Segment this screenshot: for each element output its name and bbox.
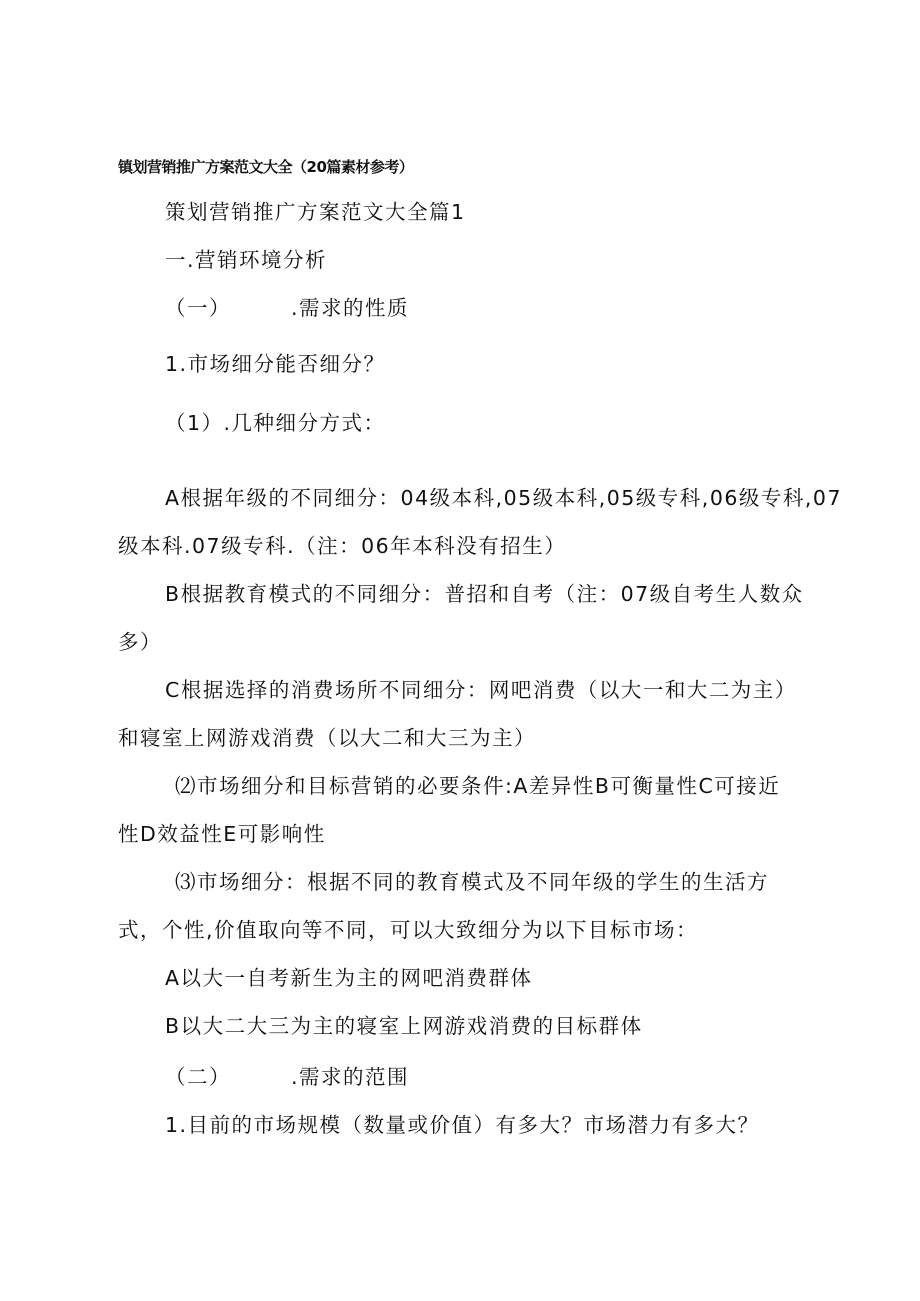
document-title: 镇划营销推广方案范文大全（20篇素材参考） xyxy=(118,158,414,176)
paragraph-a-line-2: 级本科.07级专科.（注：06年本科没有招生） xyxy=(118,534,567,558)
subsection-heading-2 xyxy=(165,1063,409,1091)
section-heading: 一.营销环境分析 xyxy=(165,248,328,272)
paragraph-c-line-1: C根据选择的消费场所不同细分：网吧消费（以大一和大二为主） xyxy=(165,678,797,702)
numbered-item-2: 1.目前的市场规模（数量或价值）有多大？市场潜力有多大？ xyxy=(165,1113,760,1137)
article-heading: 策划营销推广方案范文大全篇1 xyxy=(165,200,466,224)
paragraph-2-line-1: ⑵市场细分和目标营销的必要条件:A差异性B可衡量性C可接近 xyxy=(175,774,781,798)
paragraph-a-line-1: A根据年级的不同细分：04级本科,05级本科,05级专科,06级专科,07 xyxy=(165,486,843,510)
paragraph-3-line-1: ⑶市场细分：根据不同的教育模式及不同年级的学生的生活方 xyxy=(175,870,769,894)
paragraph-3-line-2: 式，个性,价值取向等不同，可以大致细分为以下目标市场： xyxy=(118,918,699,942)
subsection-text: .需求的范围 xyxy=(291,1065,410,1089)
paragraph-b-line-1: B根据教育模式的不同细分：普招和自考（注：07级自考生人数众 xyxy=(165,582,804,606)
subsection-number: （一） xyxy=(165,296,231,320)
paragraph-b-line-2: 多） xyxy=(118,630,162,654)
paragraph-2-line-2: 性D效益性E可影响性 xyxy=(118,822,326,846)
subsection-number: （二） xyxy=(165,1065,231,1089)
target-market-a: A以大一自考新生为主的网吧消费群体 xyxy=(165,966,533,990)
subsection-text: .需求的性质 xyxy=(291,296,410,320)
paragraph-c-line-2: 和寝室上网游戏消费（以大二和大三为主） xyxy=(118,726,536,750)
target-market-b: B以大二大三为主的寝室上网游戏消费的目标群体 xyxy=(165,1014,643,1038)
numbered-subitem: （1）.几种细分方式： xyxy=(165,411,386,435)
numbered-item: 1.市场细分能否细分？ xyxy=(165,352,386,376)
subsection-heading-1 xyxy=(165,294,409,322)
